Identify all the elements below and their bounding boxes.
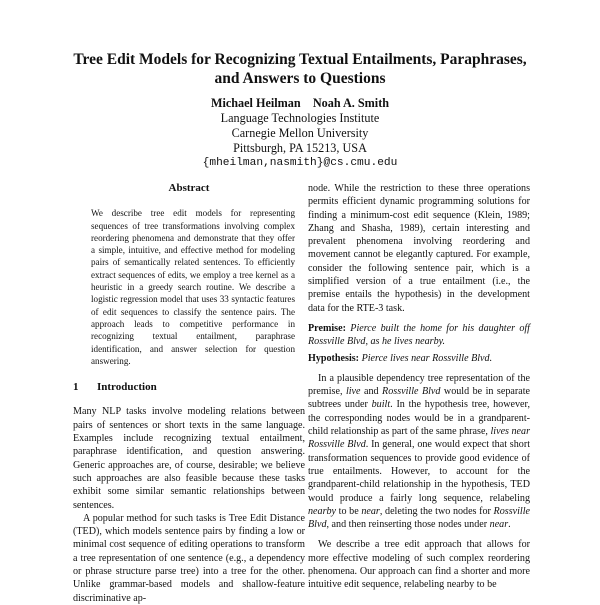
affiliation-line-3: Pittsburgh, PA 15213, USA xyxy=(233,141,367,155)
author-names: Michael Heilman Noah A. Smith xyxy=(210,96,390,110)
italic-term: Rossville Blvd xyxy=(308,505,530,531)
paper-title xyxy=(40,50,560,88)
section-number: 1 xyxy=(73,381,79,394)
title-line-1: Tree Edit Models for Recognizing Textual Entailments, Paraphrases, xyxy=(73,51,527,68)
abstract-heading: Abstract xyxy=(168,182,210,194)
right-paragraph-2 xyxy=(308,372,530,532)
text-run: , deleting the two nodes for xyxy=(379,505,494,517)
right-paragraph-1: node. While the restriction to these three operations permits efficient dynamic programming solutions for finding a minimum-cost edit sequence (Klein, 1989; Zhang and Shasha, 1989), certain interesting and prevalent phenomena involving reordering and movement cannot be elegantly captured. For example, consider the following sentence pair, which is a simplified version of a true entailment (i.e., the premise entails the hypothesis) in the development data for the RTE-3 task. xyxy=(308,183,530,314)
intro-paragraph-1: Many NLP tasks involve modeling relations between pairs of sentences or short texts in the same language. Examples include recognizing textual entailment, paraphrase identification, and question answering. Generic approaches are, of course, desirable; we believe such approaches are also feasible because these tasks exhibit some similar semantic relationships between sentences. xyxy=(73,406,305,511)
text-run: , and then reinserting those nodes under xyxy=(326,519,490,531)
hypothesis-text: Pierce lives near Rossville Blvd. xyxy=(361,352,493,364)
affiliation-line-1: Language Technologies Institute xyxy=(220,111,380,125)
text-run: would be in separate subtrees under xyxy=(308,386,530,411)
italic-term: near xyxy=(361,505,380,517)
italic-term: built xyxy=(371,399,391,411)
author-block xyxy=(100,96,500,171)
premise-label: Premise: xyxy=(308,322,346,334)
premise-example xyxy=(308,322,530,349)
text-run: . In the hypothesis tree, however, the corresponding nodes would be in a grandparent-child relationship as part of the same phrase, xyxy=(308,399,530,438)
right-column xyxy=(308,182,530,592)
left-column xyxy=(73,182,305,605)
text-run: and xyxy=(360,386,383,398)
text-run: . xyxy=(508,519,511,531)
text-run: . In general, one would expect that short transformation sequences to provide good evidence of true entailments. However, to account for the grandparent-child relationship in the hypothesis, TED would produce a fairly long sequence, relabeling xyxy=(308,439,530,504)
section-title: Introduction xyxy=(97,381,157,394)
text-run: to be xyxy=(336,505,362,517)
italic-term: near xyxy=(489,519,509,531)
affiliation-line-2: Carnegie Mellon University xyxy=(231,126,369,140)
author-email: {mheilman,nasmith}@cs.cmu.edu xyxy=(202,157,398,169)
italic-term: live xyxy=(345,386,361,398)
italic-term: nearby xyxy=(308,505,337,517)
title-line-2: and Answers to Questions xyxy=(214,70,386,87)
hypothesis-label: Hypothesis: xyxy=(308,352,360,364)
text-run: In a plausible dependency tree representation of the premise, xyxy=(308,372,530,398)
premise-text: Pierce built the home for his daughter off Rossville Blvd, as he lives nearby. xyxy=(308,322,530,348)
italic-term: Rossville Blvd xyxy=(382,386,441,398)
right-paragraph-3: We describe a tree edit approach that allows for more effective modeling of such complex reordering phenomena. Our approach can find a shorter and more intuitive edit sequence, relabeling nearby to be xyxy=(308,539,530,591)
italic-term: lives near Rossville Blvd xyxy=(308,426,531,451)
intro-paragraph-2: A popular method for such tasks is Tree Edit Distance (TED), which models sentence pairs by finding a low or minimal cost sequence of editing operations to transform a tree representation of one sentence (e.g., a dependency or phrase structure parse tree) into a tree for the other. Unlike grammar-based models and shallow-feature discriminative ap- xyxy=(73,512,305,604)
abstract-text: We describe tree edit models for representing sequences of tree transformations involving complex reordering phenomena and demonstrate that they offer a simple, intuitive, and effective method for modeling pairs of semantically related sentences. To efficiently extract sequences of edits, we employ a tree kernel as a heuristic in a greedy search routine. We describe a logistic regression model that uses 33 syntactic features of edit sequences to classify the sentence pairs. The approach leads to competitive performance in recognizing textual entailment, paraphrase identification, and answer selection for question answering. xyxy=(91,208,295,366)
hypothesis-example xyxy=(308,352,530,365)
section-heading-introduction xyxy=(73,381,305,394)
